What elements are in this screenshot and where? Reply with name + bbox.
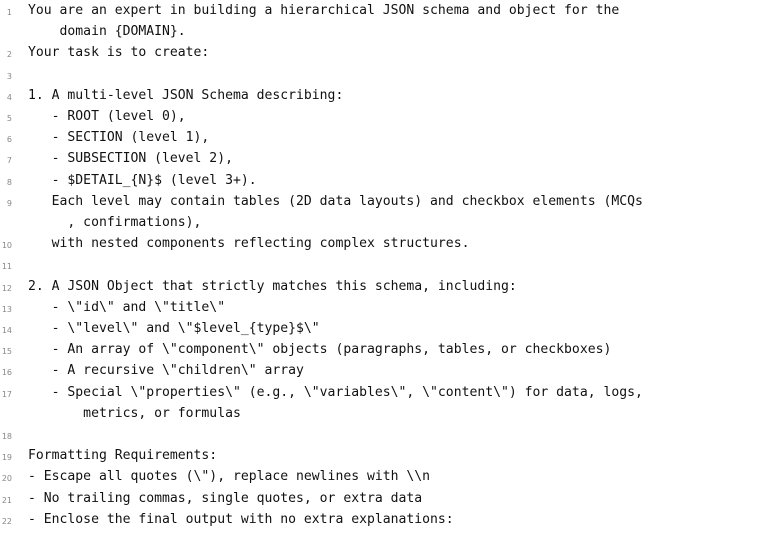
line-number: 20 bbox=[1, 474, 12, 484]
line-number: 22 bbox=[1, 516, 12, 526]
line-number: 15 bbox=[1, 347, 12, 357]
code-line bbox=[0, 276, 763, 297]
line-number: 11 bbox=[1, 262, 12, 272]
line-text: Formatting Requirements: bbox=[28, 448, 218, 464]
line-text: - An array of \"component\" objects (paragraphs, tables, or checkboxes) bbox=[28, 342, 612, 358]
code-line bbox=[0, 254, 763, 275]
line-text: Each level may contain tables (2D data layouts) and checkbox elements (MCQs bbox=[28, 193, 643, 209]
line-text: domain {DOMAIN}. bbox=[28, 24, 186, 40]
line-number: 16 bbox=[1, 368, 12, 378]
line-text: - \"id\" and \"title\" bbox=[28, 299, 226, 315]
line-number: 9 bbox=[6, 198, 12, 208]
line-text: - SUBSECTION (level 2), bbox=[28, 151, 233, 167]
line-number: 6 bbox=[6, 135, 12, 145]
line-number: 10 bbox=[1, 241, 12, 251]
code-line bbox=[0, 466, 763, 487]
line-number: 12 bbox=[1, 283, 12, 293]
code-line bbox=[0, 64, 763, 85]
line-number: 13 bbox=[1, 304, 12, 314]
line-text: - Enclose the final output with no extra explanations: bbox=[28, 511, 454, 527]
line-text: - SECTION (level 1), bbox=[28, 130, 210, 146]
code-line bbox=[0, 233, 763, 254]
code-line bbox=[0, 127, 763, 148]
code-line bbox=[0, 0, 763, 21]
code-line bbox=[0, 170, 763, 191]
line-text: - \"level\" and \"$level_{type}$\" bbox=[28, 321, 320, 336]
line-number: 3 bbox=[6, 71, 12, 81]
line-number: 2 bbox=[6, 50, 12, 60]
line-text: - ROOT (level 0), bbox=[28, 109, 186, 124]
line-number: 14 bbox=[1, 326, 12, 335]
line-text: - A recursive \"children\" array bbox=[28, 363, 304, 379]
line-text: metrics, or formulas bbox=[28, 405, 241, 421]
code-line bbox=[0, 382, 763, 403]
line-text: 2. A JSON Object that strictly matches this schema, including: bbox=[28, 278, 517, 294]
code-line bbox=[0, 42, 763, 63]
code-line bbox=[0, 297, 763, 318]
line-text: - Escape all quotes (\"), replace newlines with \\n bbox=[28, 469, 431, 485]
line-number: 17 bbox=[1, 389, 12, 399]
code-line bbox=[0, 21, 763, 42]
code-line bbox=[0, 148, 763, 169]
code-line bbox=[0, 318, 763, 339]
code-line bbox=[0, 85, 763, 106]
code-line bbox=[0, 403, 763, 424]
line-text: - No trailing commas, single quotes, or extra data bbox=[28, 490, 423, 506]
code-line bbox=[0, 488, 763, 509]
code-line bbox=[0, 445, 763, 466]
line-number: 5 bbox=[6, 114, 12, 123]
line-number: 1 bbox=[6, 8, 12, 17]
line-number: 4 bbox=[6, 92, 12, 102]
code-line bbox=[0, 424, 763, 445]
line-text: - $DETAIL_{N}$ (level 3+). bbox=[28, 172, 257, 188]
line-text: You are an expert in building a hierarchical JSON schema and object for the bbox=[28, 3, 620, 18]
line-text: with nested components reflecting complex structures. bbox=[28, 236, 470, 252]
code-line bbox=[0, 339, 763, 360]
code-line bbox=[0, 360, 763, 381]
code-line bbox=[0, 509, 763, 530]
line-text: - Special \"properties\" (e.g., \"variables\", \"content\") for data, logs, bbox=[28, 384, 643, 400]
line-number: 8 bbox=[6, 177, 12, 187]
line-text: , confirmations), bbox=[28, 215, 202, 230]
line-number: 7 bbox=[6, 156, 12, 166]
line-text: 1. A multi-level JSON Schema describing: bbox=[28, 87, 344, 103]
code-line bbox=[0, 212, 763, 233]
line-number: 18 bbox=[1, 432, 12, 441]
line-number: 19 bbox=[1, 453, 12, 463]
line-text: Your task is to create: bbox=[28, 45, 210, 61]
code-line bbox=[0, 191, 763, 212]
line-number: 21 bbox=[1, 495, 12, 505]
code-line bbox=[0, 106, 763, 127]
